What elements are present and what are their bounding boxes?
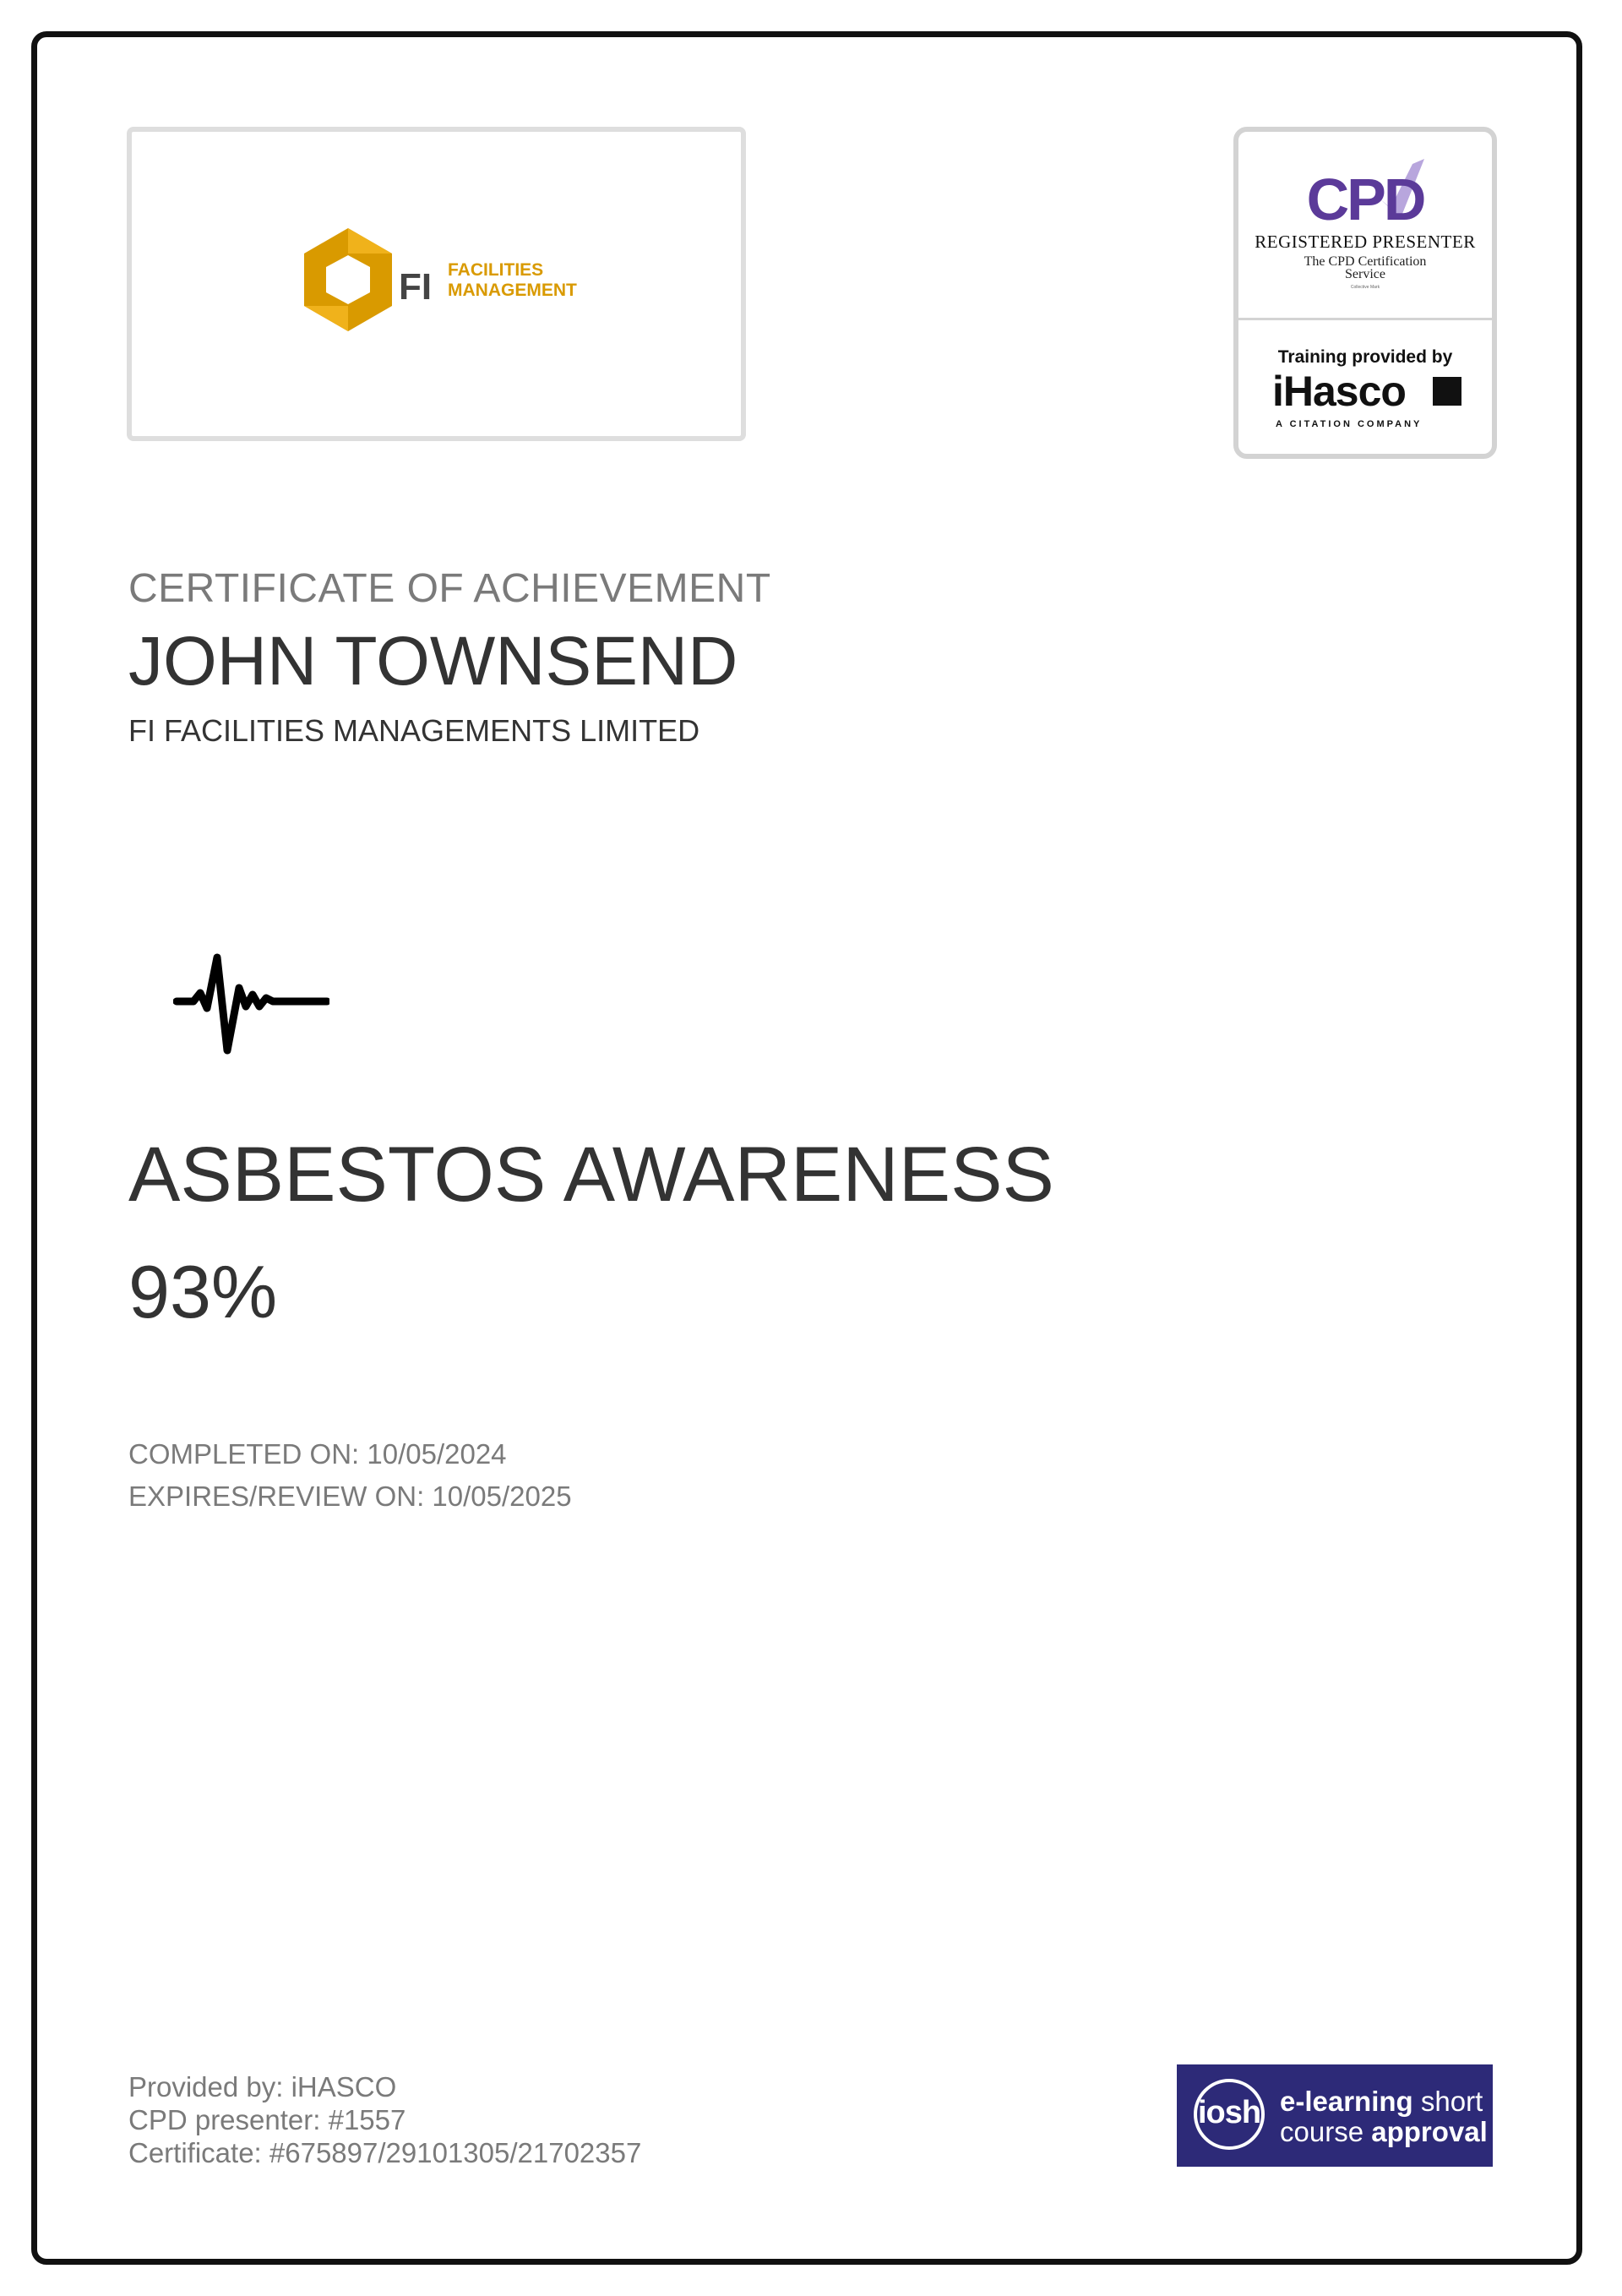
- training-provided-by: Training provided by: [1277, 347, 1453, 367]
- iosh-mark: iosh: [1197, 2095, 1261, 2130]
- logo-word-management: MANAGEMENT: [448, 281, 577, 300]
- cpd-registered-presenter: REGISTERED PRESENTER: [1255, 232, 1476, 252]
- cpd-badge-top: [1238, 132, 1492, 320]
- cpd-logo: [1264, 150, 1467, 243]
- iosh-line1: [1280, 2086, 1483, 2117]
- cpd-presenter-number: CPD presenter: #1557: [128, 2104, 406, 2135]
- expires-review-on: EXPIRES/REVIEW ON: 10/05/2025: [128, 1481, 572, 1512]
- cpd-service-line2: Service: [1345, 267, 1385, 281]
- cpd-service-line1: The CPD Certification: [1304, 254, 1427, 269]
- iosh-line1-bold: e-learning: [1280, 2086, 1413, 2117]
- course-title: ASBESTOS AWARENESS: [128, 1132, 1054, 1218]
- logo-word-facilities: FACILITIES: [448, 260, 544, 280]
- fi-facilities-logo: [297, 226, 585, 336]
- provided-by: Provided by: iHASCO: [128, 2071, 397, 2102]
- cpd-collective-mark: Collective Mark: [1350, 285, 1380, 290]
- ihasco-logo-text: iHasco: [1272, 368, 1406, 415]
- certificate-dates: [128, 1433, 572, 1518]
- iosh-approval-badge: [1177, 2064, 1493, 2167]
- cpd-service-text: [1238, 255, 1492, 281]
- cpd-mark: CPD: [1306, 166, 1424, 232]
- iosh-line2: [1280, 2117, 1488, 2147]
- logo-initials: FI: [399, 266, 433, 308]
- certificate-kicker: CERTIFICATE OF ACHIEVEMENT: [128, 566, 771, 611]
- certificate-footer: [128, 2070, 641, 2169]
- recipient-organisation: FI FACILITIES MANAGEMENTS LIMITED: [128, 713, 700, 748]
- iosh-line2-bold: approval: [1371, 2116, 1488, 2147]
- ihasco-tagline: A CITATION COMPANY: [1276, 419, 1423, 429]
- recipient-name: JOHN TOWNSEND: [128, 623, 738, 700]
- iosh-line2-regular: course: [1280, 2116, 1372, 2147]
- heartbeat-icon: [173, 951, 329, 1056]
- iosh-line1-regular: short: [1412, 2086, 1483, 2117]
- course-score: 93%: [128, 1250, 278, 1333]
- ihasco-square-icon: [1433, 377, 1461, 406]
- completed-on: COMPLETED ON: 10/05/2024: [128, 1438, 507, 1470]
- certificate-reference: Certificate: #675897/29101305/21702357: [128, 2137, 642, 2168]
- company-logo-box: [127, 127, 746, 441]
- cpd-badge: [1233, 127, 1497, 459]
